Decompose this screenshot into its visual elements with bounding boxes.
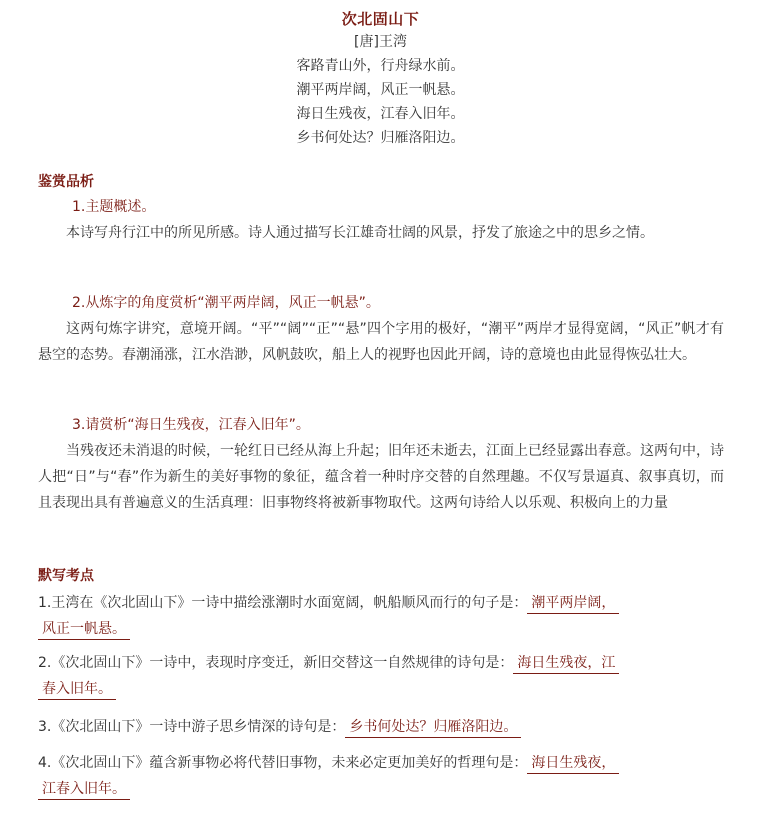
poem-line: 乡书何处达？归雁洛阳边。 xyxy=(296,130,465,146)
dictation-item xyxy=(38,650,698,702)
dictation-answer: 海日生残夜，江 xyxy=(513,655,619,674)
dictation-item xyxy=(38,590,698,642)
analysis-block xyxy=(38,290,724,368)
analysis-paragraph: 这两句炼字讲究，意境开阔。“平”“阔”“正”“悬”四个字用的极好，“潮平”两岸才显得宽阔，“风正”帆才有悬空的态势。春潮涌涨，江水浩渺，风帆鼓吹，船上人的视野也因此开阔，诗的意境也由此显得恢弘壮大。 xyxy=(38,321,724,363)
poem-line: 客路青山外，行舟绿水前。 xyxy=(296,58,465,74)
analysis-question: 1.主题概述。 xyxy=(72,199,156,215)
poem-block xyxy=(0,8,761,150)
analysis-block xyxy=(38,194,724,246)
poem-line: 潮平两岸阔，风正一帆悬。 xyxy=(296,82,465,98)
dictation-question: 1.王湾在《次北固山下》一诗中描绘涨潮时水面宽阔，帆船顺风而行的句子是： xyxy=(38,595,528,611)
analysis-paragraph: 当残夜还未消退的时候，一轮红日已经从海上升起；旧年还未逝去，江面上已经显露出春意。这两句中，诗人把“日”与“春”作为新生的美好事物的象征，蕴含着一种时序交替的自然理趣。不仅写景逼真、叙事真切，而且表现出具有普遍意义的生活真理：旧事物终将被新事物取代。这两句诗给人以乐观、积极向上的力量 xyxy=(38,443,724,511)
dictation-answer: 春入旧年。 xyxy=(38,681,116,700)
dictation-question: 4.《次北固山下》蕴含新事物必将代替旧事物，未来必定更加美好的哲理句是： xyxy=(38,755,528,771)
dictation-heading: 默写考点 xyxy=(38,568,94,584)
analysis-question: 3.请赏析“海日生残夜，江春入旧年”。 xyxy=(72,417,310,433)
analysis-question: 2.从炼字的角度赏析“潮平两岸阔，风正一帆悬”。 xyxy=(72,295,380,311)
poem-title: 次北固山下 xyxy=(341,10,420,28)
analysis-block xyxy=(38,412,724,516)
dictation-answer: 风正一帆悬。 xyxy=(38,621,130,640)
dictation-question: 2.《次北固山下》一诗中，表现时序变迁，新旧交替这一自然规律的诗句是： xyxy=(38,655,514,671)
analysis-paragraph: 本诗写舟行江中的所见所感。诗人通过描写长江雄奇壮阔的风景，抒发了旅途之中的思乡之情。 xyxy=(66,225,654,241)
dictation-answer: 乡书何处达？归雁洛阳边。 xyxy=(345,719,521,738)
dictation-answer: 江春入旧年。 xyxy=(38,781,130,800)
poem-author: [唐]王湾 xyxy=(354,34,407,50)
dictation-answer: 海日生残夜， xyxy=(527,755,619,774)
appreciation-heading: 鉴赏品析 xyxy=(38,174,94,190)
dictation-question: 3.《次北固山下》一诗中游子思乡情深的诗句是： xyxy=(38,719,346,735)
poem-line: 海日生残夜，江春入旧年。 xyxy=(296,106,465,122)
dictation-item xyxy=(38,750,698,802)
dictation-answer: 潮平两岸阔， xyxy=(527,595,619,614)
dictation-item xyxy=(38,714,698,740)
